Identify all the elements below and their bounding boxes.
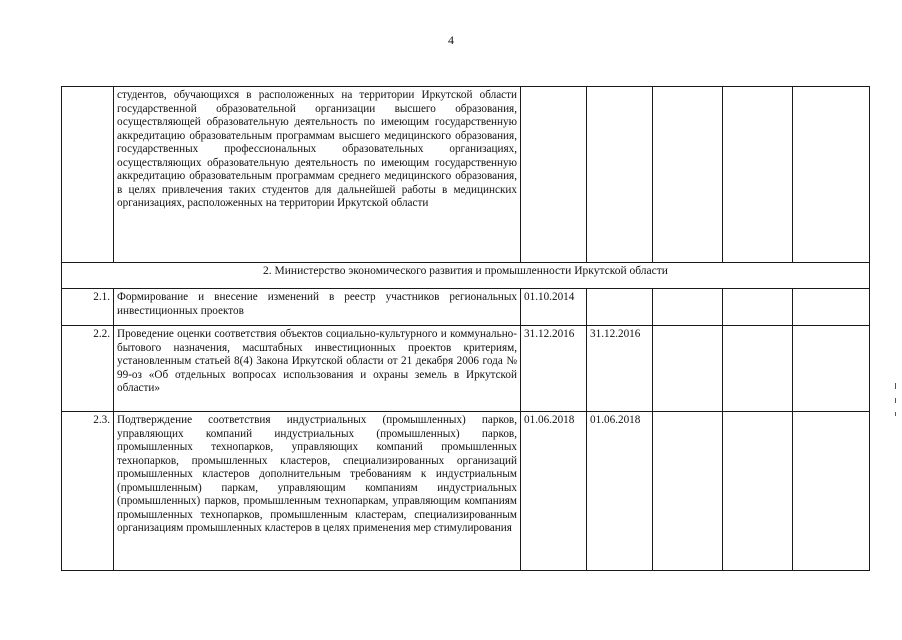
- scan-edge-mark: [895, 398, 896, 403]
- row-description: Подтверждение соответствия индустриальных (промышленных) парков, управляющих компаний индустриальных (промышленных) парков, промышленных технопарков, управляющих компаний промышленных технопарков, промышленных кластеров, специализированных организаций промышленных кластеров дополнительным требованиям к индустриальным (промышленным) паркам, управляющим компаниям индустриальных (промышленных) парков, промышленным технопаркам, управляющим компаниям промышленных технопарков, промышленным кластерам, специализированным организациям промышленных кластеров в целях применения мер стимулирования: [114, 412, 521, 571]
- measures-table: [61, 86, 870, 571]
- empty-cell: [653, 87, 723, 263]
- row-description: Формирование и внесение изменений в реестр участников региональных инвестиционных проектов: [114, 289, 521, 326]
- row-start-date: [521, 87, 587, 263]
- table-row: [62, 412, 870, 571]
- row-start-date: 01.06.2018: [521, 412, 587, 571]
- empty-cell: [653, 412, 723, 571]
- row-number: [62, 87, 114, 263]
- row-number: 2.1.: [62, 289, 114, 326]
- empty-cell: [793, 87, 870, 263]
- section-title: 2. Министерство экономического развития и промышленности Иркутской области: [62, 263, 870, 289]
- section-header-row: [62, 263, 870, 289]
- table-row: [62, 326, 870, 412]
- page-number: 4: [448, 33, 454, 47]
- row-start-date: 31.12.2016: [521, 326, 587, 412]
- row-number: 2.3.: [62, 412, 114, 571]
- row-end-date: [587, 87, 653, 263]
- table-row-continuation: [62, 87, 870, 263]
- row-description: студентов, обучающихся в расположенных на территории Иркутской области государственной образовательной организации высшего образования, осуществляющей образовательную деятельность по имеющим государственную аккредитацию образовательным программам высшего медицинского образования, государственных профессиональных образовательных организациях, осуществляющих образовательную деятельность по имеющим государственную аккредитацию образовательным программам среднего медицинского образования, в целях привлечения таких студентов для дальнейшей работы в медицинских организациях, расположенных на территории Иркутской области: [114, 87, 521, 263]
- scan-edge-mark: [895, 412, 896, 416]
- empty-cell: [793, 412, 870, 571]
- row-start-date: 01.10.2014: [521, 289, 587, 326]
- empty-cell: [793, 326, 870, 412]
- row-end-date: 01.06.2018: [587, 412, 653, 571]
- empty-cell: [723, 87, 793, 263]
- empty-cell: [653, 289, 723, 326]
- row-end-date: [587, 289, 653, 326]
- row-end-date: 31.12.2016: [587, 326, 653, 412]
- empty-cell: [653, 326, 723, 412]
- empty-cell: [723, 412, 793, 571]
- empty-cell: [723, 289, 793, 326]
- table-row: [62, 289, 870, 326]
- empty-cell: [723, 326, 793, 412]
- scan-edge-mark: [895, 383, 896, 389]
- row-description: Проведение оценки соответствия объектов социально-культурного и коммунально-бытового назначения, масштабных инвестиционных проектов критериям, установленным статьей 8(4) Закона Иркутской области от 21 декабря 2006 года № 99-оз «Об отдельных вопросах использования и охраны земель в Иркутской области»: [114, 326, 521, 412]
- empty-cell: [793, 289, 870, 326]
- row-number: 2.2.: [62, 326, 114, 412]
